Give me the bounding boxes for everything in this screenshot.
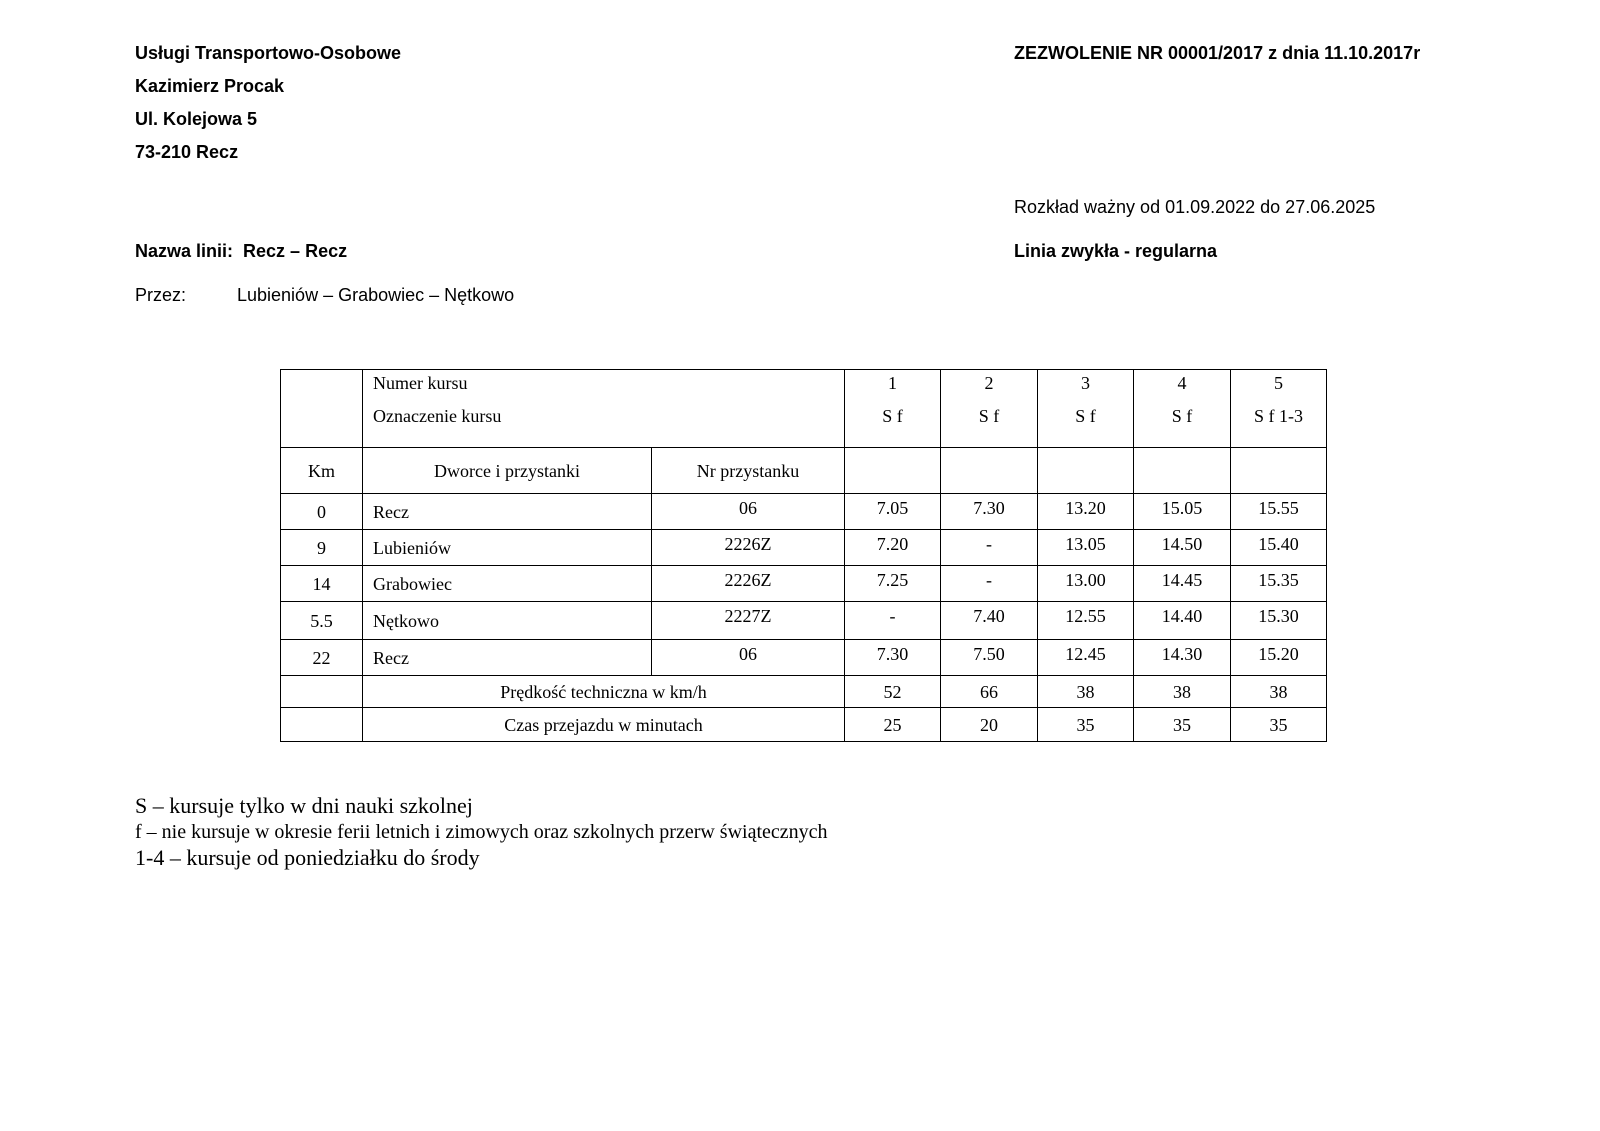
line-name — [135, 241, 347, 262]
time-cell: 14.30 — [1134, 640, 1231, 676]
stop-name-cell: Nętkowo — [363, 602, 652, 640]
column-header-row — [281, 448, 1327, 494]
table-row — [281, 640, 1327, 676]
via-stops: Lubieniów – Grabowiec – Nętkowo — [237, 285, 515, 305]
stop-number-cell: 2226Z — [652, 566, 845, 602]
travel-time-row — [281, 708, 1327, 742]
course-1-header — [845, 370, 941, 448]
speed-row — [281, 676, 1327, 708]
table-row — [281, 494, 1327, 530]
time-cell: 12.45 — [1038, 640, 1134, 676]
travel-time-cell: 25 — [845, 708, 941, 742]
stop-number-header: Nr przystanku — [652, 448, 845, 494]
time-cell: - — [941, 566, 1038, 602]
empty-cell — [1038, 448, 1134, 494]
empty-cell — [281, 708, 363, 742]
stop-name-cell: Grabowiec — [363, 566, 652, 602]
course-4-header — [1134, 370, 1231, 448]
course-number: 4 — [1177, 373, 1187, 393]
time-cell: 15.35 — [1231, 566, 1327, 602]
stop-name-cell: Lubieniów — [363, 530, 652, 566]
stop-name-cell: Recz — [363, 640, 652, 676]
company-owner: Kazimierz Procak — [135, 76, 285, 96]
travel-time-cell: 20 — [941, 708, 1038, 742]
stop-number-cell: 06 — [652, 640, 845, 676]
time-cell: 7.30 — [845, 640, 941, 676]
travel-time-label: Czas przejazdu w minutach — [363, 708, 845, 742]
time-cell: - — [941, 530, 1038, 566]
note-days: 1-4 – kursuje od poniedziałku do środy — [135, 845, 480, 870]
km-cell: 9 — [281, 530, 363, 566]
travel-time-cell: 35 — [1134, 708, 1231, 742]
empty-cell — [941, 448, 1038, 494]
stop-number-cell: 06 — [652, 494, 845, 530]
km-cell: 14 — [281, 566, 363, 602]
km-header: Km — [281, 448, 363, 494]
time-cell: 7.05 — [845, 494, 941, 530]
empty-cell — [281, 370, 363, 448]
course-number: 3 — [1081, 373, 1090, 393]
timetable — [280, 369, 1327, 742]
time-cell: 13.20 — [1038, 494, 1134, 530]
time-cell: 7.30 — [941, 494, 1038, 530]
course-2-header — [941, 370, 1038, 448]
time-cell: 15.05 — [1134, 494, 1231, 530]
time-cell: 12.55 — [1038, 602, 1134, 640]
note-s: S – kursuje tylko w dni nauki szkolnej — [135, 793, 473, 818]
time-cell: 7.50 — [941, 640, 1038, 676]
travel-time-cell: 35 — [1231, 708, 1327, 742]
legend-notes — [135, 793, 828, 871]
km-cell: 0 — [281, 494, 363, 530]
stop-name-cell: Recz — [363, 494, 652, 530]
validity-period: Rozkład ważny od 01.09.2022 do 27.06.2025 — [1014, 197, 1376, 217]
time-cell: 15.20 — [1231, 640, 1327, 676]
empty-cell — [281, 676, 363, 708]
table-row — [281, 602, 1327, 640]
stop-number-cell: 2226Z — [652, 530, 845, 566]
speed-cell: 38 — [1134, 676, 1231, 708]
course-mark: S f — [1171, 406, 1193, 426]
stop-number-cell: 2227Z — [652, 602, 845, 640]
time-cell: 14.40 — [1134, 602, 1231, 640]
course-number: 5 — [1274, 373, 1283, 393]
course-3-header — [1038, 370, 1134, 448]
numer-kursu-label: Numer kursu — [373, 373, 468, 393]
time-cell: 14.50 — [1134, 530, 1231, 566]
time-cell: 7.20 — [845, 530, 941, 566]
km-cell: 22 — [281, 640, 363, 676]
time-cell: 15.55 — [1231, 494, 1327, 530]
time-cell: 13.05 — [1038, 530, 1134, 566]
oznaczenie-kursu-label: Oznaczenie kursu — [373, 406, 502, 426]
travel-time-cell: 35 — [1038, 708, 1134, 742]
line-name-label: Nazwa linii: — [135, 241, 234, 261]
via-label: Przez: — [135, 285, 187, 305]
time-cell: 7.40 — [941, 602, 1038, 640]
empty-cell — [1231, 448, 1327, 494]
speed-cell: 38 — [1231, 676, 1327, 708]
time-cell: 7.25 — [845, 566, 941, 602]
km-cell: 5.5 — [281, 602, 363, 640]
stops-header: Dworce i przystanki — [363, 448, 652, 494]
course-header-row — [281, 370, 1327, 448]
line-type: Linia zwykła - regularna — [1014, 241, 1218, 261]
table-row — [281, 566, 1327, 602]
permit-number: ZEZWOLENIE NR 00001/2017 z dnia 11.10.2017r — [1014, 43, 1421, 63]
course-number: 1 — [888, 373, 897, 393]
empty-cell — [845, 448, 941, 494]
line-name-value: Recz – Recz — [243, 241, 348, 261]
course-mark: S f — [1075, 406, 1096, 426]
time-cell: 15.40 — [1231, 530, 1327, 566]
course-mark: S f 1-3 — [1254, 406, 1303, 426]
course-labels-cell — [363, 370, 845, 448]
company-name: Usługi Transportowo-Osobowe — [135, 43, 402, 63]
course-mark: S f — [978, 406, 1000, 426]
table-row — [281, 530, 1327, 566]
speed-label: Prędkość techniczna w km/h — [363, 676, 845, 708]
time-cell: 14.45 — [1134, 566, 1231, 602]
speed-cell: 52 — [845, 676, 941, 708]
empty-cell — [1134, 448, 1231, 494]
company-city: 73-210 Recz — [135, 142, 239, 162]
course-mark: S f — [882, 406, 903, 426]
speed-cell: 66 — [941, 676, 1038, 708]
time-cell: 15.30 — [1231, 602, 1327, 640]
time-cell: 13.00 — [1038, 566, 1134, 602]
course-number: 2 — [984, 373, 994, 393]
time-cell: - — [845, 602, 941, 640]
course-5-header — [1231, 370, 1327, 448]
speed-cell: 38 — [1038, 676, 1134, 708]
note-f: f – nie kursuje w okresie ferii letnich i zimowych oraz szkolnych przerw świątecznych — [135, 821, 828, 843]
company-street: Ul. Kolejowa 5 — [135, 109, 258, 129]
